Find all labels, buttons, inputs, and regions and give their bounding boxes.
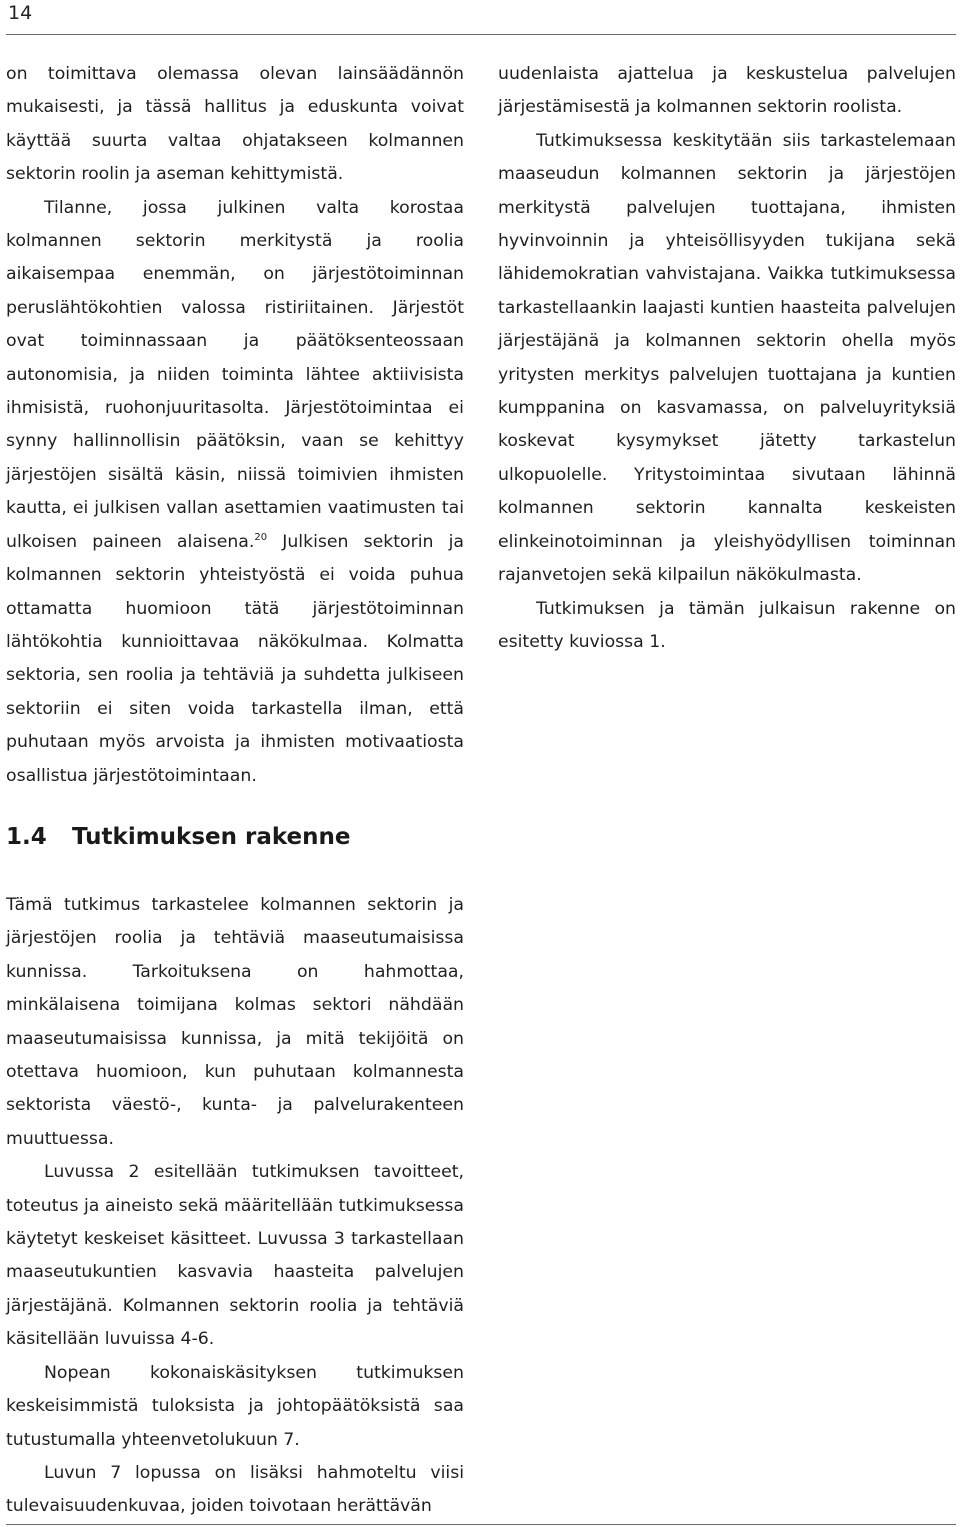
footnote-reference[interactable]: 20 — [254, 531, 268, 543]
section-title: Tutkimuksen rakenne — [72, 824, 351, 850]
right-column — [498, 58, 956, 659]
paragraph: Tutkimuksen ja tämän julkaisun rakenne on esitetty kuviossa 1. — [498, 598, 956, 652]
paragraph-text: Tilanne, jossa julkinen valta korostaa kolmannen sektorin merkitystä ja roolia aikaisempaa enemmän, on järjestötoiminnan peruslähtökohtien valossa ristiriitainen. Järjestöt ovat toiminnassaan ja päätöksenteossaan autonomisia, ja niiden toiminta lähtee aktiivisista ihmisistä, ruohonjuuritasolta. Järjestötoimintaa ei synny hallinnollisin päätöksin, vaan se kehittyy järjestöjen sisältä käsin, niissä toimivien ihmisten kautta, ei julkisen vallan asettamien vaatimusten tai ulkoisen paineen alaisena. — [6, 197, 464, 552]
section-number: 1.4 — [6, 824, 47, 850]
paragraph-text: Julkisen sektorin ja kolmannen sektorin yhteistyöstä ei voida puhua ottamatta huomioon tätä järjestötoiminnan lähtökohtia kunnioittavaa näkökulmaa. Kolmatta sektoria, sen roolia ja tehtäviä ja suhdetta julkiseen sektoriin ei siten voida tarkastella ilman, että puhutaan myös arvoista ja ihmisten motivaatiosta osallistua järjestötoimintaan. — [6, 531, 464, 786]
paragraph: Tämä tutkimus tarkastelee kolmannen sektorin ja järjestöjen roolia ja tehtäviä maaseutumaisissa kunnissa. Tarkoituksena on hahmottaa, minkälaisena toimijana kolmas sektori nähdään maaseutumaisissa kunnissa, ja mitä tekijöitä on otettava huomioon, kun puhutaan kolmannesta sektorista väestö-, kunta- ja palvelurakenteen muuttuessa. — [6, 895, 464, 1149]
left-column-bottom — [6, 889, 464, 1524]
paragraph: Luvussa 2 esitellään tutkimuksen tavoitteet, toteutus ja aineisto sekä määritellään tutkimuksessa käytetyt keskeiset käsitteet. Luvussa 3 tarkastellaan maaseutukuntien kasvavia haasteita palvelujen järjestäjänä. Kolmannen sektorin roolia ja tehtäviä käsitellään luvuissa 4-6. — [6, 1162, 464, 1350]
header-divider — [6, 34, 956, 35]
paragraph: uudenlaista ajattelua ja keskustelua palvelujen järjestämisestä ja kolmannen sektorin roolista. — [498, 64, 956, 118]
footer-divider — [6, 1524, 956, 1525]
paragraph: on toimittava olemassa olevan lainsäädännön mukaisesti, ja tässä hallitus ja eduskunta voivat käyttää suurta valtaa ohjatakseen kolmannen sektorin roolin ja aseman kehittymistä. — [6, 64, 464, 185]
page-number: 14 — [8, 2, 33, 24]
left-column-top — [6, 58, 464, 793]
paragraph — [6, 192, 464, 793]
section-heading — [6, 820, 351, 854]
paragraph: Luvun 7 lopussa on lisäksi hahmoteltu viisi tulevaisuudenkuvaa, joiden toivotaan herättävän — [6, 1462, 464, 1517]
paragraph: Tutkimuksessa keskitytään siis tarkastelemaan maaseudun kolmannen sektorin ja järjestöjen merkitystä palvelujen tuottajana, ihmisten hyvinvoinnin ja yhteisöllisyyden tukijana sekä lähidemokratian vahvistajana. Vaikka tutkimuksessa tarkastellaankin laajasti kuntien haasteita palvelujen järjestäjänä ja kolmannen sektorin ohella myös yritysten merkitys palvelujen tuottajana ja kuntien kumppanina on kasvamassa, on palveluyrityksiä koskevat kysymykset jätetty tarkastelun ulkopuolelle. Yritystoimintaa sivutaan lähinnä kolmannen sektorin kannalta keskeisten elinkeinotoiminnan ja yleishyödyllisen toiminnan rajanvetojen sekä kilpailun näkökulmasta. — [498, 130, 956, 586]
paragraph: Nopean kokonaiskäsityksen tutkimuksen keskeisimmistä tuloksista ja johtopäätöksistä saa tutustumalla yhteenvetolukuun 7. — [6, 1362, 464, 1450]
